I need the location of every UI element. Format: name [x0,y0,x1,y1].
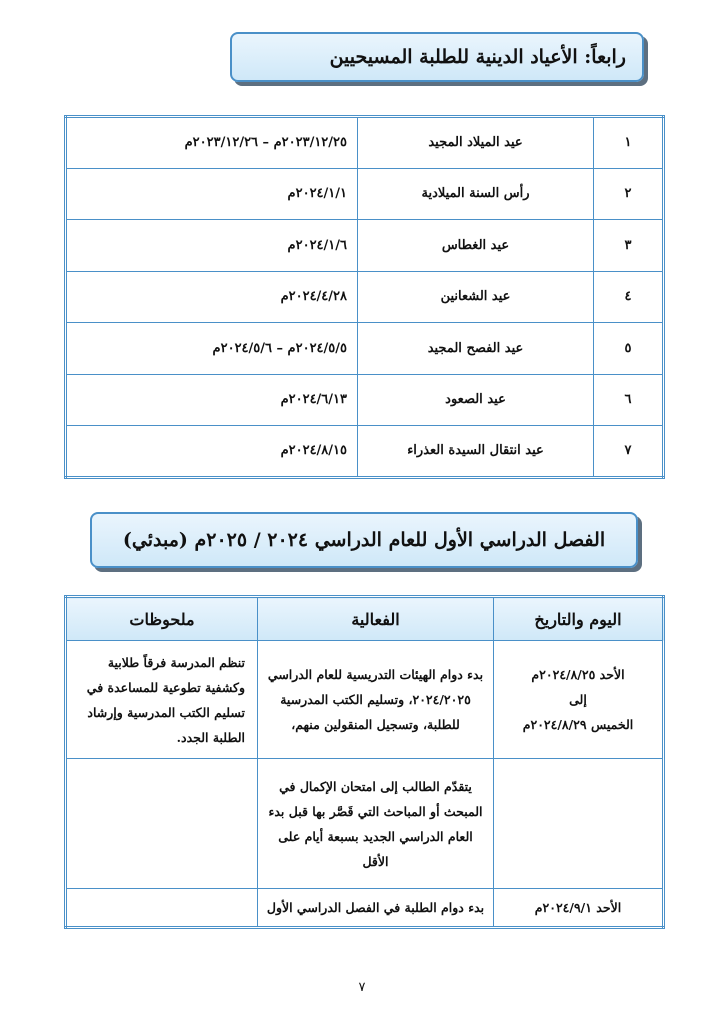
table-header-row [66,597,664,641]
holiday-date: ٢٠٢٤/٨/١٥م [66,426,358,478]
row1-notes: تنظم المدرسة فرقاً طلابية وكشفية تطوعية للمساعدة في تسليم الكتب المدرسية وإرشاد الطلبة الجدد. [66,641,258,759]
semester-schedule-table [64,595,665,929]
holiday-name: عيد انتقال السيدة العذراء [358,426,594,478]
holiday-number: ١ [594,117,664,169]
table-row [66,168,664,220]
holiday-name: عيد الفصح المجيد [358,323,594,375]
holiday-number: ٧ [594,426,664,478]
holiday-date: ٢٠٢٤/١/١م [66,168,358,220]
table-row [66,323,664,375]
holiday-date: ٢٠٢٤/٤/٢٨م [66,271,358,323]
table-row [66,759,664,889]
holiday-name: عيد الصعود [358,374,594,426]
holiday-name: عيد الميلاد المجيد [358,117,594,169]
row3-notes [66,889,258,928]
row2-activity: يتقدّم الطالب إلى امتحان الإكمال في المبحث أو المباحث التي قَصَّر بها قبل بدء العام الدراسي الجديد بسبعة أيام على الأقل [258,759,494,889]
row3-activity: بدء دوام الطلبة في الفصل الدراسي الأول [258,889,494,928]
semester-title: الفصل الدراسي الأول للعام الدراسي ٢٠٢٤ / ٢٠٢٥م (مبدئي) [122,529,606,551]
row1-date-end: الخميس ٢٠٢٤/٨/٢٩م [522,717,634,732]
header-notes: ملحوظات [66,597,258,641]
row1-date [494,641,664,759]
row2-notes [66,759,258,889]
holiday-date: ٢٠٢٣/١٢/٢٥م – ٢٠٢٣/١٢/٢٦م [66,117,358,169]
section-4-title-banner [230,32,644,82]
table-row [66,271,664,323]
header-activity: الفعالية [258,597,494,641]
header-date: اليوم والتاريخ [494,597,664,641]
semester-title-banner [90,512,638,568]
holiday-name: عيد الشعانين [358,271,594,323]
table-row [66,889,664,928]
holiday-date: ٢٠٢٤/١/٦م [66,220,358,272]
holiday-number: ٥ [594,323,664,375]
table-row [66,117,664,169]
christian-holidays-table [64,115,665,479]
table-row [66,641,664,759]
table-row [66,220,664,272]
row1-date-to: إلى [569,692,587,707]
row2-date [494,759,664,889]
holiday-number: ٤ [594,271,664,323]
holiday-date: ٢٠٢٤/٥/٥م – ٢٠٢٤/٥/٦م [66,323,358,375]
section-4-title: رابعاً: الأعياد الدينية للطلبة المسيحيين [329,46,626,68]
holiday-name: عيد الغطاس [358,220,594,272]
row1-activity: بدء دوام الهيئات التدريسية للعام الدراسي ٢٠٢٤/٢٠٢٥، وتسليم الكتب المدرسية للطلبة، وتسجيل المنقولين منهم، [258,641,494,759]
holiday-name: رأس السنة الميلادية [358,168,594,220]
row3-date: الأحد ٢٠٢٤/٩/١م [494,889,664,928]
holiday-date: ٢٠٢٤/٦/١٣م [66,374,358,426]
table-row [66,426,664,478]
holiday-number: ٣ [594,220,664,272]
row1-date-start: الأحد ٢٠٢٤/٨/٢٥م [531,667,625,682]
holiday-number: ٦ [594,374,664,426]
page-number: ٧ [358,980,366,995]
holiday-number: ٢ [594,168,664,220]
table-row [66,374,664,426]
